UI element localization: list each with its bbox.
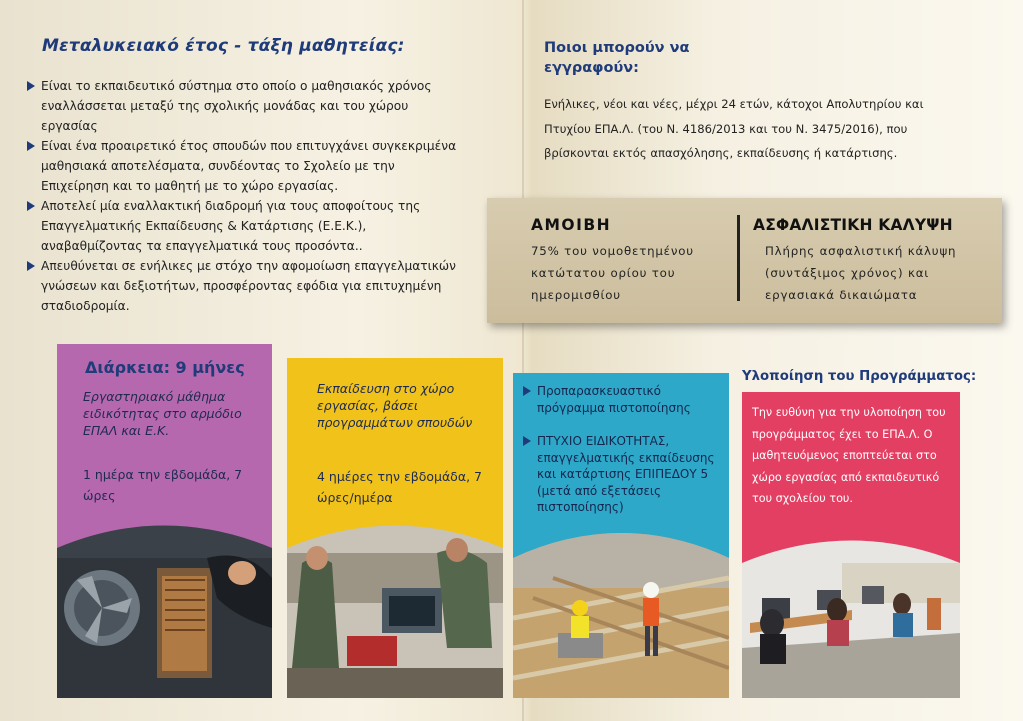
certification-card	[513, 373, 729, 698]
workplace-training-card	[287, 358, 503, 698]
certification-item-prep: Προπαρασκευαστικό πρόγραμμα πιστοποίησης	[523, 383, 723, 416]
divider	[737, 215, 740, 301]
insurance-title: ΑΣΦΑΛΙΣΤΙΚΗ ΚΑΛΥΨΗ	[753, 216, 953, 234]
info-bullet-list	[24, 76, 464, 316]
bullet-item: Απευθύνεται σε ενήλικες με στόχο την αφομοίωση επαγγελματικών γνώσεων και δεξιοτήτων, προσφέροντας εφόδια για επιτυχημένη σταδιοδρομία.	[24, 256, 464, 316]
insurance-column	[753, 216, 993, 306]
duration-text-schedule: 1 ημέρα την εβδομάδα, 7 ώρες	[83, 467, 243, 503]
certification-item-degree: ΠΤΥΧΙΟ ΕΙΔΙΚΟΤΗΤΑΣ, επαγγελματικής εκπαίδευσης και κατάρτισης ΕΠΙΠΕΔΟΥ 5 (μετά από εξετάσεις πιστοποίησης)	[523, 433, 723, 516]
computer-lab-photo	[742, 528, 960, 698]
pay-title: ΑΜΟΙΒΗ	[531, 216, 612, 234]
eligibility-text: Ενήλικες, νέοι και νέες, μέχρι 24 ετών, κάτοχοι Απολυτηρίου και Πτυχίου ΕΠΑ.Λ. (του Ν. 4186/2013 και του Ν. 3475/2016), που βρίσκονται εκτός απασχόλησης, εκπαίδευσης ή κατάρτισης.	[544, 97, 924, 160]
construction-photo	[513, 518, 729, 698]
implementation-text: Την ευθύνη για την υλοποίηση του προγράμματος έχει το ΕΠΑ.Λ. Ο μαθητευόμενος εποπτεύεται στο χώρο εργασίας από εκπαιδευτικό του σχολείου του.	[752, 406, 946, 505]
bullet-item: Είναι ένα προαιρετικό έτος σπουδών που επιτυγχάνει συγκεκριμένα μαθησιακά αποτελέσματα, συνδέοντας το Σχολείο με την Επιχείρηση και το μαθητή με το χώρο εργασίας.	[24, 136, 464, 196]
electrical-lab-photo	[287, 518, 503, 698]
workplace-schedule: 4 ημέρες την εβδομάδα, 7 ώρες/ημέρα	[317, 469, 482, 505]
implementation-title: Υλοποίηση του Προγράμματος:	[742, 369, 977, 384]
implementation-card	[742, 392, 960, 698]
workshop-photo	[57, 518, 272, 698]
bullet-item: Αποτελεί μία εναλλακτική διαδρομή για τους αποφοίτους της Επαγγελματικής Εκπαίδευσης & Κατάρτισης (Ε.Ε.Κ.), αναβαθμίζοντας τα επαγγελματικά τους προσόντα..	[24, 196, 464, 256]
bullet-item: Είναι το εκπαιδευτικό σύστημα στο οποίο ο μαθησιακός χρόνος εναλλάσσεται μεταξύ της σχολικής μονάδας και του χώρου εργασίας	[24, 76, 464, 136]
pay-text: 75% του νομοθετημένου κατώτατου ορίου του ημερομισθίου	[531, 244, 694, 302]
pay-column	[531, 216, 731, 306]
duration-title: Διάρκεια: 9 μήνες	[85, 358, 245, 377]
duration-card	[57, 344, 272, 698]
eligibility-title: Ποιοι μπορούν να εγγραφούν:	[544, 40, 690, 76]
pay-insurance-box	[487, 198, 1002, 323]
section-title: Μεταλυκειακό έτος - τάξη μαθητείας:	[42, 36, 405, 56]
insurance-text: Πλήρης ασφαλιστική κάλυψη (συντάξιμος χρόνος) και εργασιακά δικαιώματα	[765, 244, 957, 302]
workplace-text: Εκπαίδευση στο χώρο εργασίας, βάσει προγραμμάτων σπουδών	[317, 381, 473, 430]
duration-text-lab: Εργαστηριακό μάθημα ειδικότητας στο αρμόδιο ΕΠΑΛ και Ε.Κ.	[83, 389, 242, 438]
